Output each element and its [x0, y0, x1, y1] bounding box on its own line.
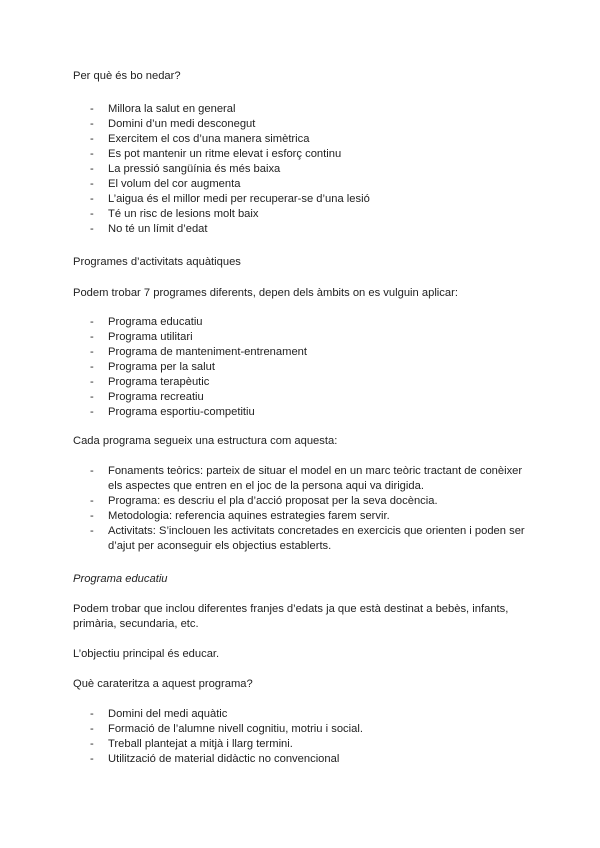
list-item: - Programa: es descriu el pla d’acció proposat per la seva docència.	[90, 495, 438, 507]
benefits-list	[0, 102, 370, 237]
list-item: - Domini d’un medi desconegut	[90, 118, 256, 130]
list-item: - Activitats: S’inclouen les activitats concretades en exercicis que orienten i poden ser d’ajut per aconseguir els objectius establerts.	[90, 525, 525, 552]
bullet-dash: -	[90, 708, 94, 720]
list-item: - Té un risc de lesions molt baix	[90, 208, 259, 220]
bullet-dash: -	[90, 738, 94, 750]
list-item: - Fonaments teòrics: parteix de situar el model en un marc teòric tractant de conèixer els aspectes que entren en el joc de la persona aqui va dirigida.	[90, 465, 523, 492]
bullet-dash: -	[90, 163, 94, 175]
list-item: - Es pot mantenir un ritme elevat i esforç continu	[90, 148, 342, 160]
list-item: - Programa utilitari	[90, 331, 193, 343]
bullet-dash: -	[90, 465, 94, 477]
list-item: - No té un límit d’edat	[90, 223, 208, 235]
list-item: - Programa esportiu-competitiu	[90, 406, 255, 418]
bullet-dash: -	[90, 178, 94, 190]
structure-list	[0, 464, 528, 554]
list-item: - Programa terapèutic	[90, 376, 210, 388]
bullet-dash: -	[90, 376, 94, 388]
heading-aquatic-programs: Programes d’activitats aquàtiques	[73, 256, 241, 268]
bullet-dash: -	[90, 331, 94, 343]
bullet-dash: -	[90, 118, 94, 130]
list-item: - L’aigua és el millor medi per recuperar-se d’una lesió	[90, 193, 370, 205]
bullet-dash: -	[90, 495, 94, 507]
section-title-programa-educatiu: Programa educatiu	[73, 573, 168, 585]
list-item: - Programa de manteniment-entrenament	[90, 346, 307, 358]
bullet-dash: -	[90, 723, 94, 735]
list-item: - Metodologia: referencia aquines estrategies farem servir.	[90, 510, 390, 522]
list-item: - Domini del medi aquàtic	[90, 708, 228, 720]
bullet-dash: -	[90, 361, 94, 373]
list-item: - Formació de l’alumne nivell cognitiu, motriu i social.	[90, 723, 363, 735]
list-item: - Programa recreatiu	[90, 391, 204, 403]
bullet-dash: -	[90, 193, 94, 205]
bullet-dash: -	[90, 223, 94, 235]
bullet-dash: -	[90, 316, 94, 328]
educatiu-paragraph-2: L’objectiu principal és educar.	[73, 648, 220, 660]
list-item: - Programa educatiu	[90, 316, 203, 328]
educatiu-question: Què carateritza a aquest programa?	[73, 678, 253, 690]
bullet-dash: -	[90, 346, 94, 358]
heading-why-swim: Per què és bo nedar?	[73, 70, 181, 82]
list-item: - El volum del cor augmenta	[90, 178, 241, 190]
list-item: - Treball plantejat a mitjà i llarg termini.	[90, 738, 293, 750]
bullet-dash: -	[90, 208, 94, 220]
bullet-dash: -	[90, 510, 94, 522]
bullet-dash: -	[90, 103, 94, 115]
bullet-dash: -	[90, 391, 94, 403]
list-item: - Programa per la salut	[90, 361, 215, 373]
bullet-dash: -	[90, 406, 94, 418]
characteristics-list	[0, 707, 363, 767]
list-item: - Utilització de material didàctic no convencional	[90, 753, 340, 765]
programs-intro: Podem trobar 7 programes diferents, depen dels àmbits on es vulguin aplicar:	[73, 287, 458, 299]
bullet-dash: -	[90, 133, 94, 145]
structure-intro: Cada programa segueix una estructura com aquesta:	[73, 435, 338, 447]
bullet-dash: -	[90, 753, 94, 765]
bullet-dash: -	[90, 148, 94, 160]
list-item: - Millora la salut en general	[90, 103, 236, 115]
list-item: - Exercitem el cos d’una manera simètrica	[90, 133, 310, 145]
list-item: - La pressió sangüínia és més baixa	[90, 163, 281, 175]
programs-list	[0, 315, 307, 420]
educatiu-paragraph-1: Podem trobar que inclou diferentes franjes d’edats ja que està destinat a bebès, infants, primària, secundaria, etc.	[73, 603, 509, 630]
bullet-dash: -	[90, 525, 94, 537]
